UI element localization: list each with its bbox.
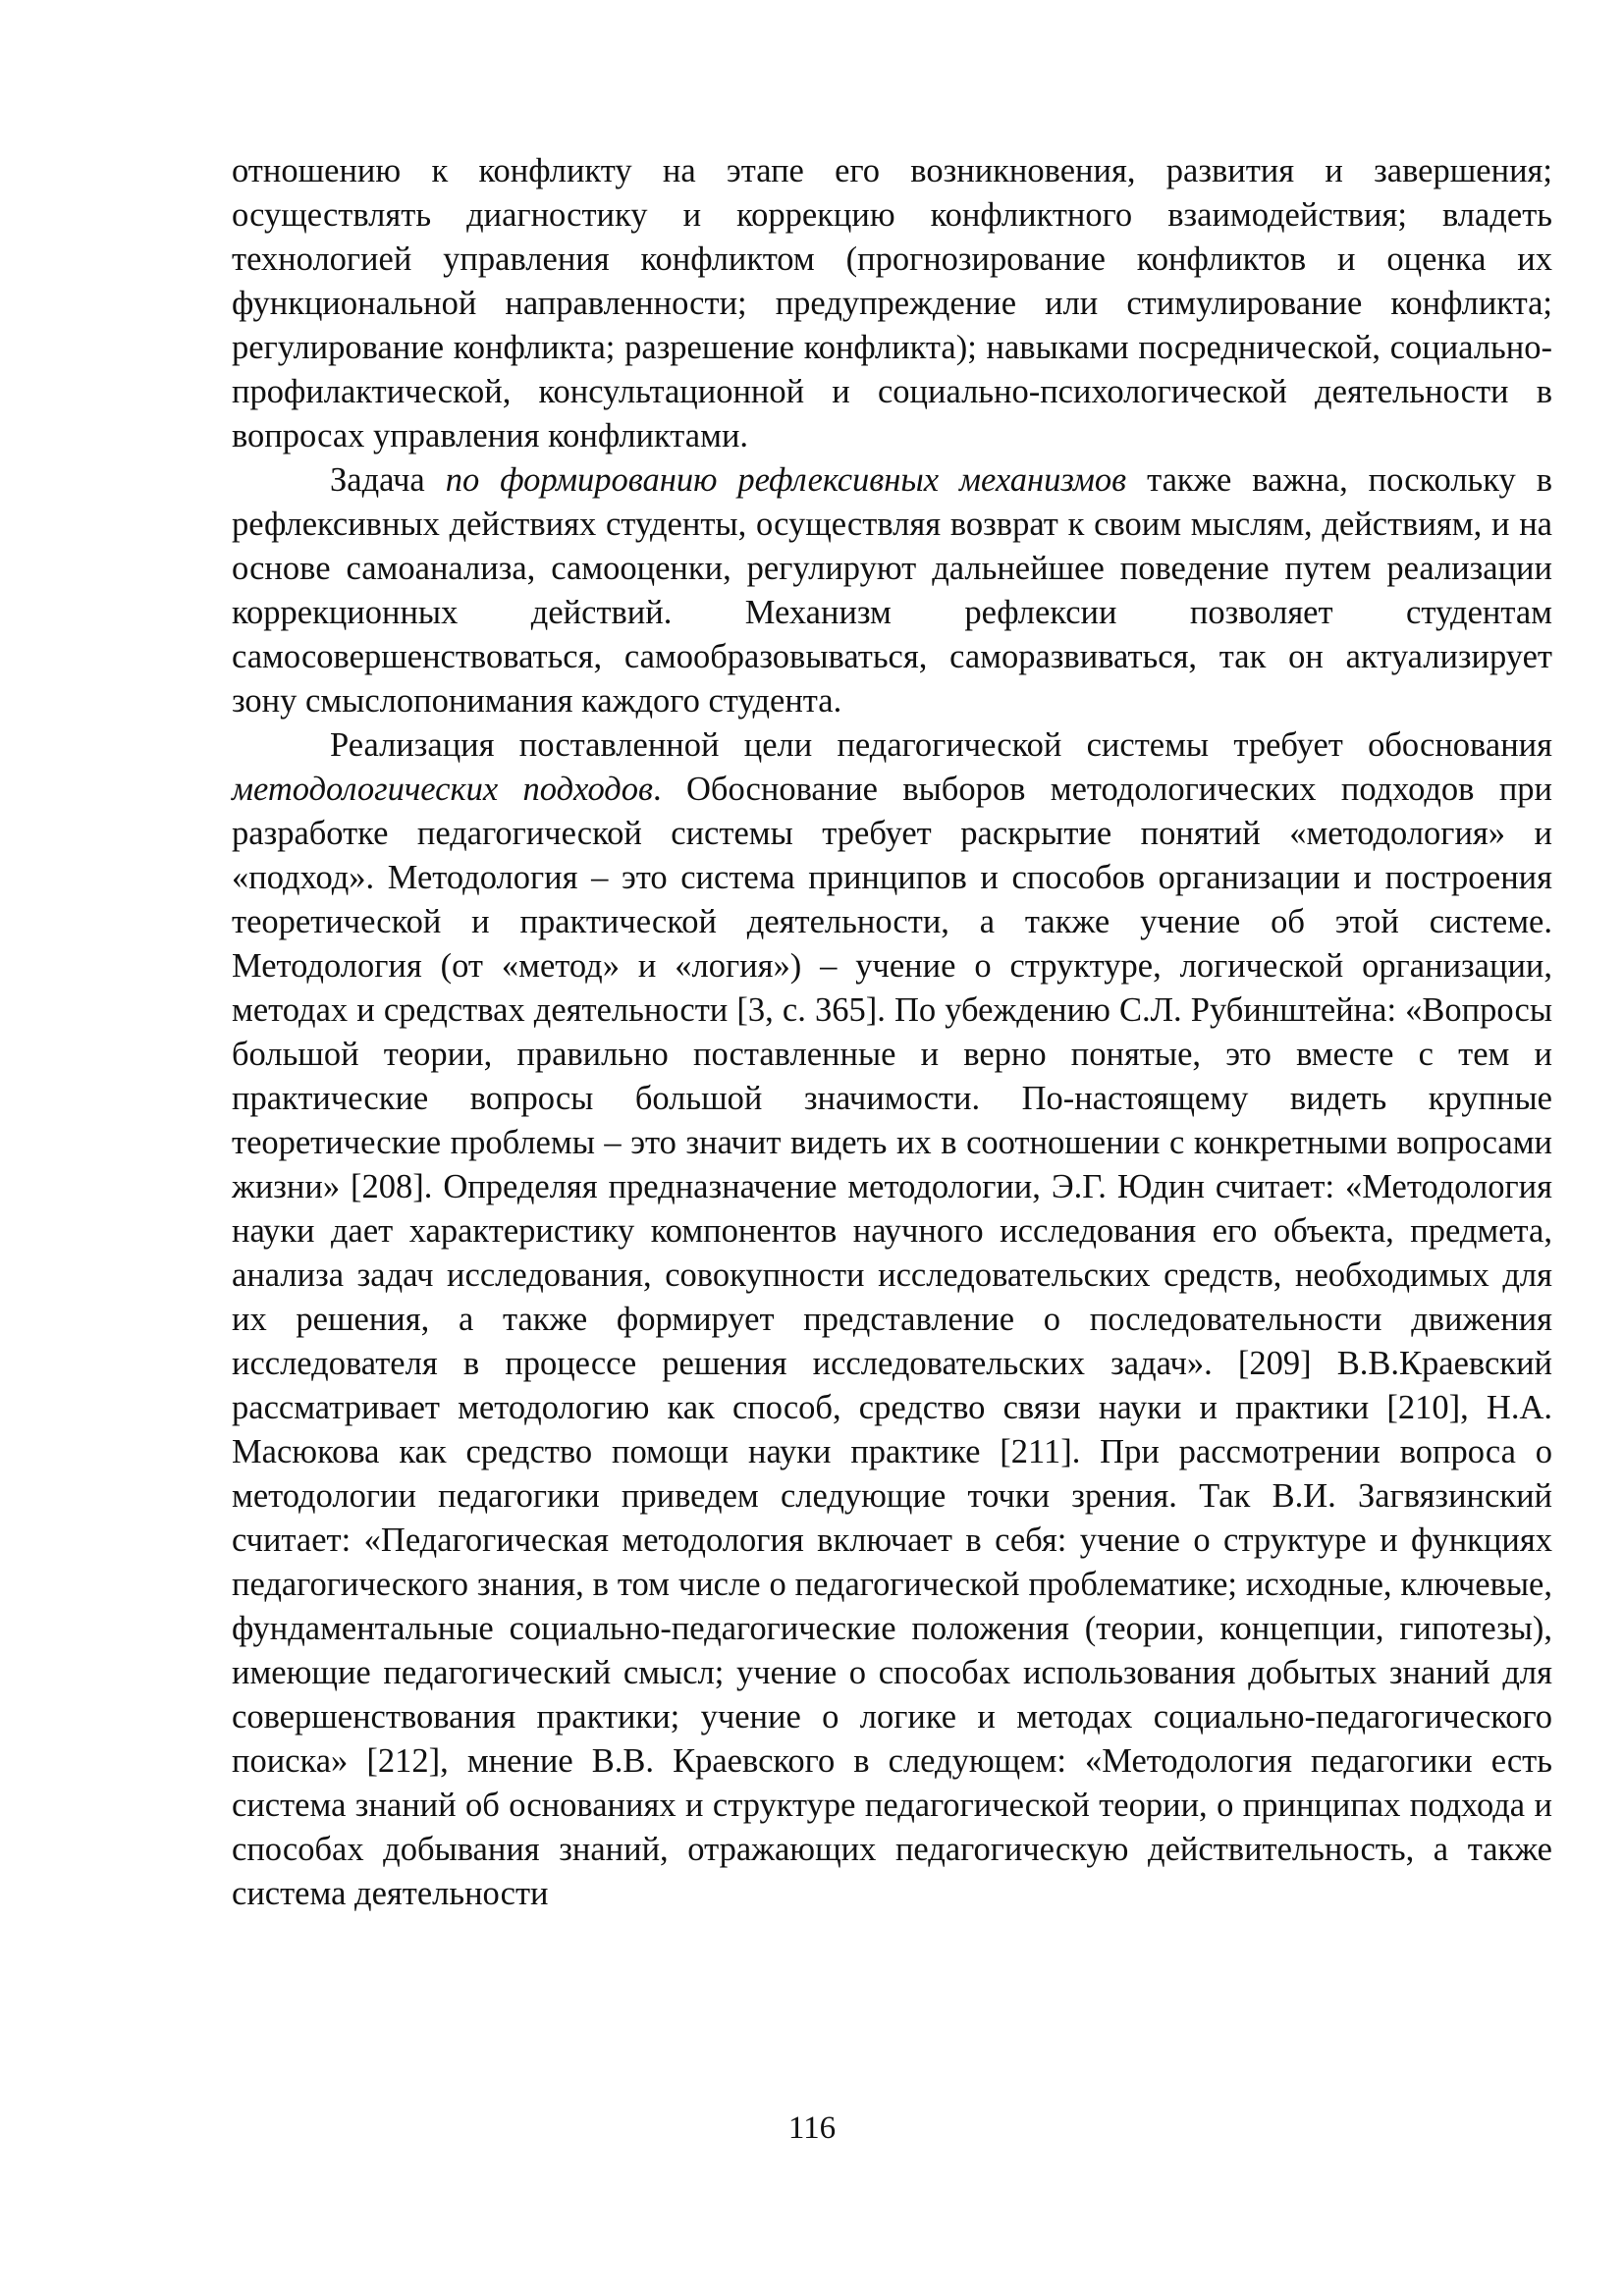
paragraph-2-body: также важна, поскольку в рефлексивных действиях студенты, осуществляя возврат к своим мыслям, действиям, и на основе самоанализа, самооценки, регулируют дальнейшее поведение путем реализации коррекционных действий. Механизм рефлексии позволяет студентам самосовершенствоваться, самообразовываться, саморазвиваться, так он актуализирует зону смыслопонимания каждого студента. <box>232 461 1553 720</box>
paragraph-2-lead: Задача <box>330 461 446 499</box>
paragraph-methodological-approaches <box>232 723 1552 1916</box>
page-number: 116 <box>787 2110 837 2146</box>
paragraph-conflict-management <box>232 149 1552 458</box>
paragraph-3-emphasis: методологических подходов <box>232 771 653 808</box>
paragraph-reflexive-mechanisms <box>232 458 1552 723</box>
paragraph-3-lead: Реализация поставленной цели педагогической системы требует обоснования <box>330 726 1552 764</box>
paragraph-2-emphasis: по формированию рефлексивных механизмов <box>445 461 1127 499</box>
paragraph-1-text: отношению к конфликту на этапе его возникновения, развития и завершения; осуществлять диагностику и коррекцию конфликтного взаимодействия; владеть технологией управления конфликтом (прогнозирование конфликтов и оценка их функциональной направленности; предупреждение или стимулирование конфликта; регулирование конфликта; разрешение конфликта); навыками посреднической, социально-профилактической, консультационной и социально-психологической деятельности в вопросах управления конфликтами. <box>232 152 1552 454</box>
paragraph-3-body: . Обоснование выборов методологических подходов при разработке педагогической системы требует раскрытие понятий «методология» и «подход». Методология – это система принципов и способов организации и построения теоретической и практической деятельности, а также учение об этой системе. Методология (от «метод» и «логия») – учение о структуре, логической организации, методах и средствах деятельности [3, с. 365]. По убеждению С.Л. Рубинштейна: «Вопросы большой теории, правильно поставленные и верно понятые, это вместе с тем и практические вопросы большой значимости. По-настоящему видеть крупные теоретические проблемы – это значит видеть их в соотношении с конкретными вопросами жизни» [208]. Определяя предназначение методологии, Э.Г. Юдин считает: «Методология науки дает характеристику компонентов научного исследования его объекта, предмета, анализа задач исследования, совокупности исследовательских средств, необходимых для их решения, а также формирует представление о последовательности движения исследователя в процессе решения исследовательских задач». [209] В.В.Краевский рассматривает методологию как способ, средство связи науки и практики [210], Н.А. Масюкова как средство помощи науки практике [211]. При рассмотрении вопроса о методологии педагогики приведем следующие точки зрения. Так В.И. Загвязинский считает: «Педагогическая методология включает в себя: учение о структуре и функциях педагогического знания, в том числе о педагогической проблематике; исходные, ключевые, фундаментальные социально-педагогические положения (теории, концепции, гипотезы), имеющие педагогический смысл; учение о способах использования добытых знаний для совершенствования практики; учение о логике и методах социально-педагогического поиска» [212], мнение В.В. Краевского в следующем: «Методология педагогики есть система знаний об основаниях и структуре педагогической теории, о принципах подхода и способах добывания знаний, отражающих педагогическую действительность, а также система деятельности <box>232 771 1553 1912</box>
page-text-body <box>232 149 1552 1916</box>
